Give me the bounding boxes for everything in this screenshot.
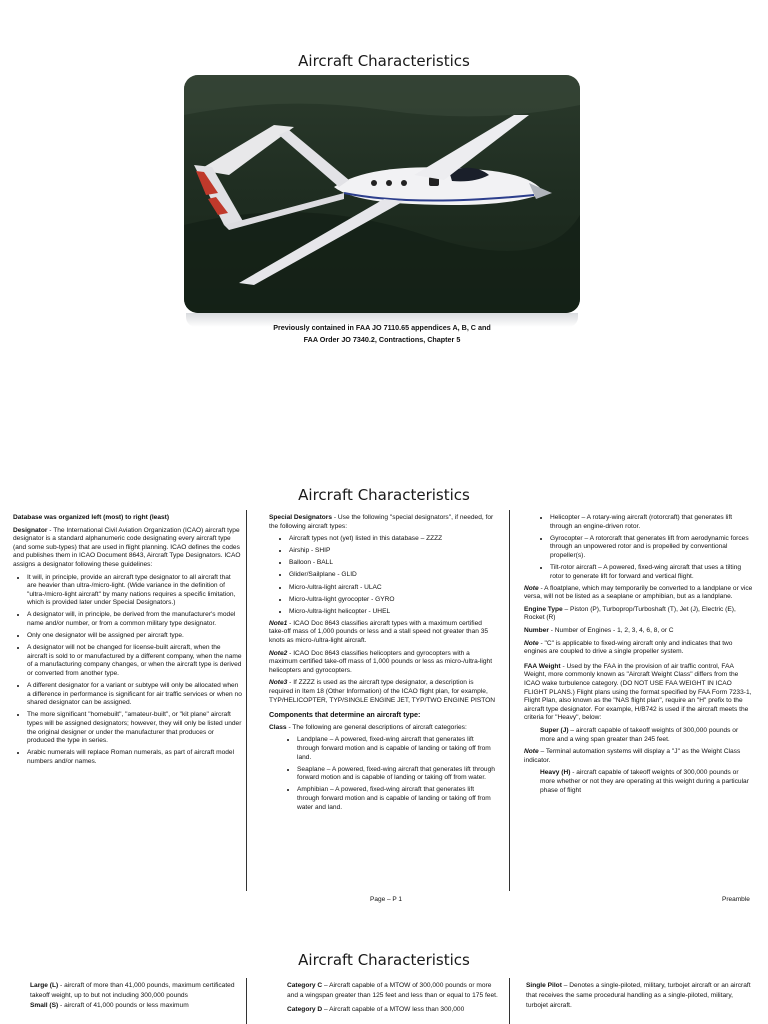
page2-title: Aircraft Characteristics [298, 486, 470, 504]
page3-column-3 [526, 981, 752, 1010]
category-c-term: Category C [287, 982, 323, 989]
list-item: • Arabic numerals will replace Roman numerals, as part of aircraft model numbers and/or names. [27, 749, 242, 766]
number-paragraph [524, 627, 754, 636]
note-text: – Terminal automation systems will display a "J" as the Weight Class indicator. [524, 748, 741, 764]
note-term: Note [524, 639, 539, 647]
list-item: • Aircraft types not (yet) listed in this database – ZZZZ [289, 535, 497, 544]
database-order-heading: Database was organized left (most) to right (least) [13, 514, 170, 521]
category-c-text: – Aircraft capable of a MTOW of 300,000 pounds or more and a wingspan greater than 125 feet and less than or equal to 175 feet. [287, 982, 498, 999]
faa-weight-term: FAA Weight [524, 662, 561, 670]
heavy-term: Heavy (H) [540, 769, 571, 777]
list-item: • Only one designator will be assigned per aircraft type. [27, 632, 242, 641]
list-item: • Airship - SHIP [289, 547, 497, 556]
category-c-paragraph [287, 981, 499, 1001]
list-item: • Helicopter – A rotary-wing aircraft (rotorcraft) that generates lift through an engine-driven rotor. [550, 514, 754, 531]
list-item: • Glider/Sailplane - GLID [289, 571, 497, 580]
faa-weight-text: - Used by the FAA in the provision of air traffic control, FAA Weight, more commonly known as "Aircraft Weight Class" differs from the ICAO wake turbulence category. (DO NOT USE FAA WEIGHT IN ICAO FLIGHT PLANS.) Flight plans using the format specified by FAA Form 7233-1, Flight Plan, also known as the "NAS flight plan", require an "H" prefix to the aircraft type designator. For example, H/B742 is used if the aircraft meets the criteria for "Heavy", below: [524, 662, 752, 722]
small-paragraph [30, 1001, 238, 1011]
page2-column-1 [13, 514, 242, 770]
class-list [269, 736, 497, 812]
designator-term: Designator [13, 526, 48, 534]
note2-text: - ICAO Doc 8643 classifies helicopters and gyrocopters with a maximum certified take-off mass of 1,000 pounds or less as micro-/ultra-light helicopters and gyrocopters. [269, 649, 493, 674]
single-pilot-paragraph [526, 981, 752, 1010]
designator-text: - The International Civil Aviation Organization (ICAO) aircraft type designator is a standard alphanumeric code designating every aircraft type (and some sub-types) that are used in flight planning. ICAO defines the codes and publishes them in ICAO Document 8643, Aircraft Type Designators. ICAO assigns a designator following these guidelines: [13, 526, 241, 568]
caption-line-2: FAA Order JO 7340.2, Contractions, Chapter 5 [303, 335, 461, 344]
list-item: • Amphibian – A powered, fixed-wing aircraft that generates lift through forward motion and is capable of landing or taking off from water and land. [297, 786, 497, 812]
heavy-paragraph [524, 769, 754, 795]
list-item: • Seaplane – A powered, fixed-wing aircraft that generates lift through forward motion and is capable of landing or taking off from water. [297, 766, 497, 783]
column-divider-left [246, 510, 247, 891]
page-number: Page – P 1 [370, 896, 403, 903]
page2-column-2 [269, 514, 497, 816]
section-label: Preamble [722, 896, 750, 903]
note3-text: - If ZZZZ is used as the aircraft type designator, a description is required in Item 18 (Other Information) of the ICAO flight plan, for example, TYP/HELICOPTER, TYP/SINGLE ENGINE JET, TYP/TWO ENGINE PISTON [269, 679, 496, 704]
note3-paragraph [269, 679, 497, 705]
list-item: • A different designator for a variant or subtype will only be allocated when a difference in performance is significant for air traffic services or when no shared designator can be assigned. [27, 682, 242, 708]
note-text: - A floatplane, which may temporarily be converted to a landplane or vice versa, will not be listed as a seaplane or amphibian, but as a landplane. [524, 584, 753, 601]
large-term: Large (L) [30, 982, 59, 989]
large-paragraph [30, 981, 238, 1001]
note3-term: Note3 [269, 679, 288, 687]
list-item: • It will, in principle, provide an aircraft type designator to all aircraft that are heavier than ultra-/micro-light. (Wide variance in the definition of "ultra-/micro-light aircraft" by many nations requires a specific limitation, which is provided later under Special Designators.) [27, 574, 242, 608]
designator-guidelines-list [13, 574, 242, 767]
components-heading: Components that determine an aircraft type: [269, 710, 421, 720]
large-text: - aircraft of more than 41,000 pounds, maximum certificated takeoff weight, up to but not including 300,000 pounds [30, 982, 235, 999]
category-d-paragraph [287, 1005, 499, 1015]
list-item: • Micro-/ultra-light gyrocopter - GYRO [289, 596, 497, 605]
super-paragraph [524, 727, 754, 744]
list-item: • Balloon - BALL [289, 559, 497, 568]
heavy-text: - aircraft capable of takeoff weights of 300,000 pounds or more whether or not they are operating at this weight during a particular phase of flight [540, 769, 749, 794]
column-divider-right [509, 978, 510, 1024]
class-paragraph [269, 724, 497, 733]
list-item: • The more significant "homebuilt", "amateur-built", or "kit plane" aircraft types will be assigned designators; however, they will only be listed under the original designer or under the manufacturer that produces or produced the type in series. [27, 711, 242, 745]
column-divider-right [509, 510, 510, 891]
list-item: • A designator will not be changed for license-built aircraft, when the aircraft is sold to or manufactured by a different company, when the name of a manufacturing company changes, or when the aircraft type is derived or converted from another type. [27, 644, 242, 678]
note-term: Note [524, 584, 539, 592]
single-pilot-term: Single Pilot [526, 982, 562, 989]
small-term: Small (S) [30, 1001, 59, 1009]
note1-text: - ICAO Doc 8643 classifies aircraft types with a maximum certified take-off mass of 1,000 pounds or less and a stall speed not greater than 35 knots as micro-/ultra-light aircraft. [269, 619, 489, 645]
note2-paragraph [269, 650, 497, 676]
note-term: Note [524, 748, 539, 756]
single-pilot-text: – Denotes a single-piloted, military, turbojet aircraft or an aircraft that receives the same procedural handling as a single-piloted, military, turbojet aircraft. [526, 982, 751, 1009]
column-divider-left [246, 978, 247, 1024]
category-d-term: Category D [287, 1005, 323, 1013]
note2-term: Note2 [269, 649, 288, 657]
class-text: - The following are general descriptions of aircraft categories: [286, 723, 467, 731]
special-designators-term: Special Designators [269, 514, 333, 521]
list-item: • Tilt-rotor aircraft – A powered, fixed-wing aircraft that uses a tilting rotor to generate lift for forward and vertical flight. [550, 564, 754, 581]
note-text: - "C" is applicable to fixed-wing aircraft only and indicates that two engines are coupled to drive a single propeller system. [524, 639, 733, 656]
faa-weight-paragraph [524, 663, 754, 723]
page3-column-1 [30, 981, 238, 1010]
number-term: Number [524, 627, 549, 635]
terminal-note [524, 748, 754, 765]
super-term: Super (J) [540, 726, 569, 734]
super-text: – aircraft capable of takeoff weights of 300,000 pounds or more and a wing span greater than 245 feet. [540, 726, 739, 743]
list-item: • Micro-/ultra-light aircraft - ULAC [289, 584, 497, 593]
small-text: - aircraft of 41,000 pounds or less maximum [58, 1001, 189, 1009]
special-designators-text: - Use the following "special designators", if needed, for the following aircraft types: [269, 514, 494, 530]
aircraft-photo [184, 75, 580, 313]
page2-column-3 [524, 514, 754, 799]
special-designators-list [269, 535, 497, 616]
caption-line-1: Previously contained in FAA JO 7110.65 appendices A, B, C and [273, 323, 491, 332]
list-item: • Micro-/ultra-light helicopter - UHEL [289, 608, 497, 617]
number-text: - Number of Engines - 1, 2, 3, 4, 6, 8, or C [548, 627, 674, 635]
rotorcraft-list [524, 514, 754, 581]
photo-caption [184, 322, 580, 346]
engine-type-text: – Piston (P), Turboprop/Turboshaft (T), Jet (J), Electric (E), Rocket (R) [524, 605, 736, 622]
special-designators-paragraph [269, 514, 497, 531]
floatplane-note [524, 585, 754, 602]
list-item: • Landplane – A powered, fixed-wing aircraft that generates lift through forward motion and is capable of landing or taking off from land. [297, 736, 497, 762]
engine-type-paragraph [524, 606, 754, 623]
engine-type-term: Engine Type [524, 605, 563, 613]
designator-paragraph [13, 527, 242, 570]
coupled-note [524, 640, 754, 657]
note1-paragraph [269, 620, 497, 646]
page1-title: Aircraft Characteristics [298, 52, 470, 70]
note1-term: Note1 [269, 619, 288, 627]
page3-column-2 [287, 981, 499, 1014]
class-term: Class [269, 723, 287, 731]
page3-title: Aircraft Characteristics [298, 951, 470, 969]
list-item: • Gyrocopter – A rotorcraft that generates lift from aerodynamic forces through an unpowered rotor and is propelled by conventional propeller(s). [550, 535, 754, 561]
list-item: • A designator will, in principle, be derived from the manufacturer's model name and/or number, or from a common military type designator. [27, 611, 242, 628]
category-d-text: – Aircraft capable of a MTOW less than 300,000 [322, 1005, 465, 1013]
